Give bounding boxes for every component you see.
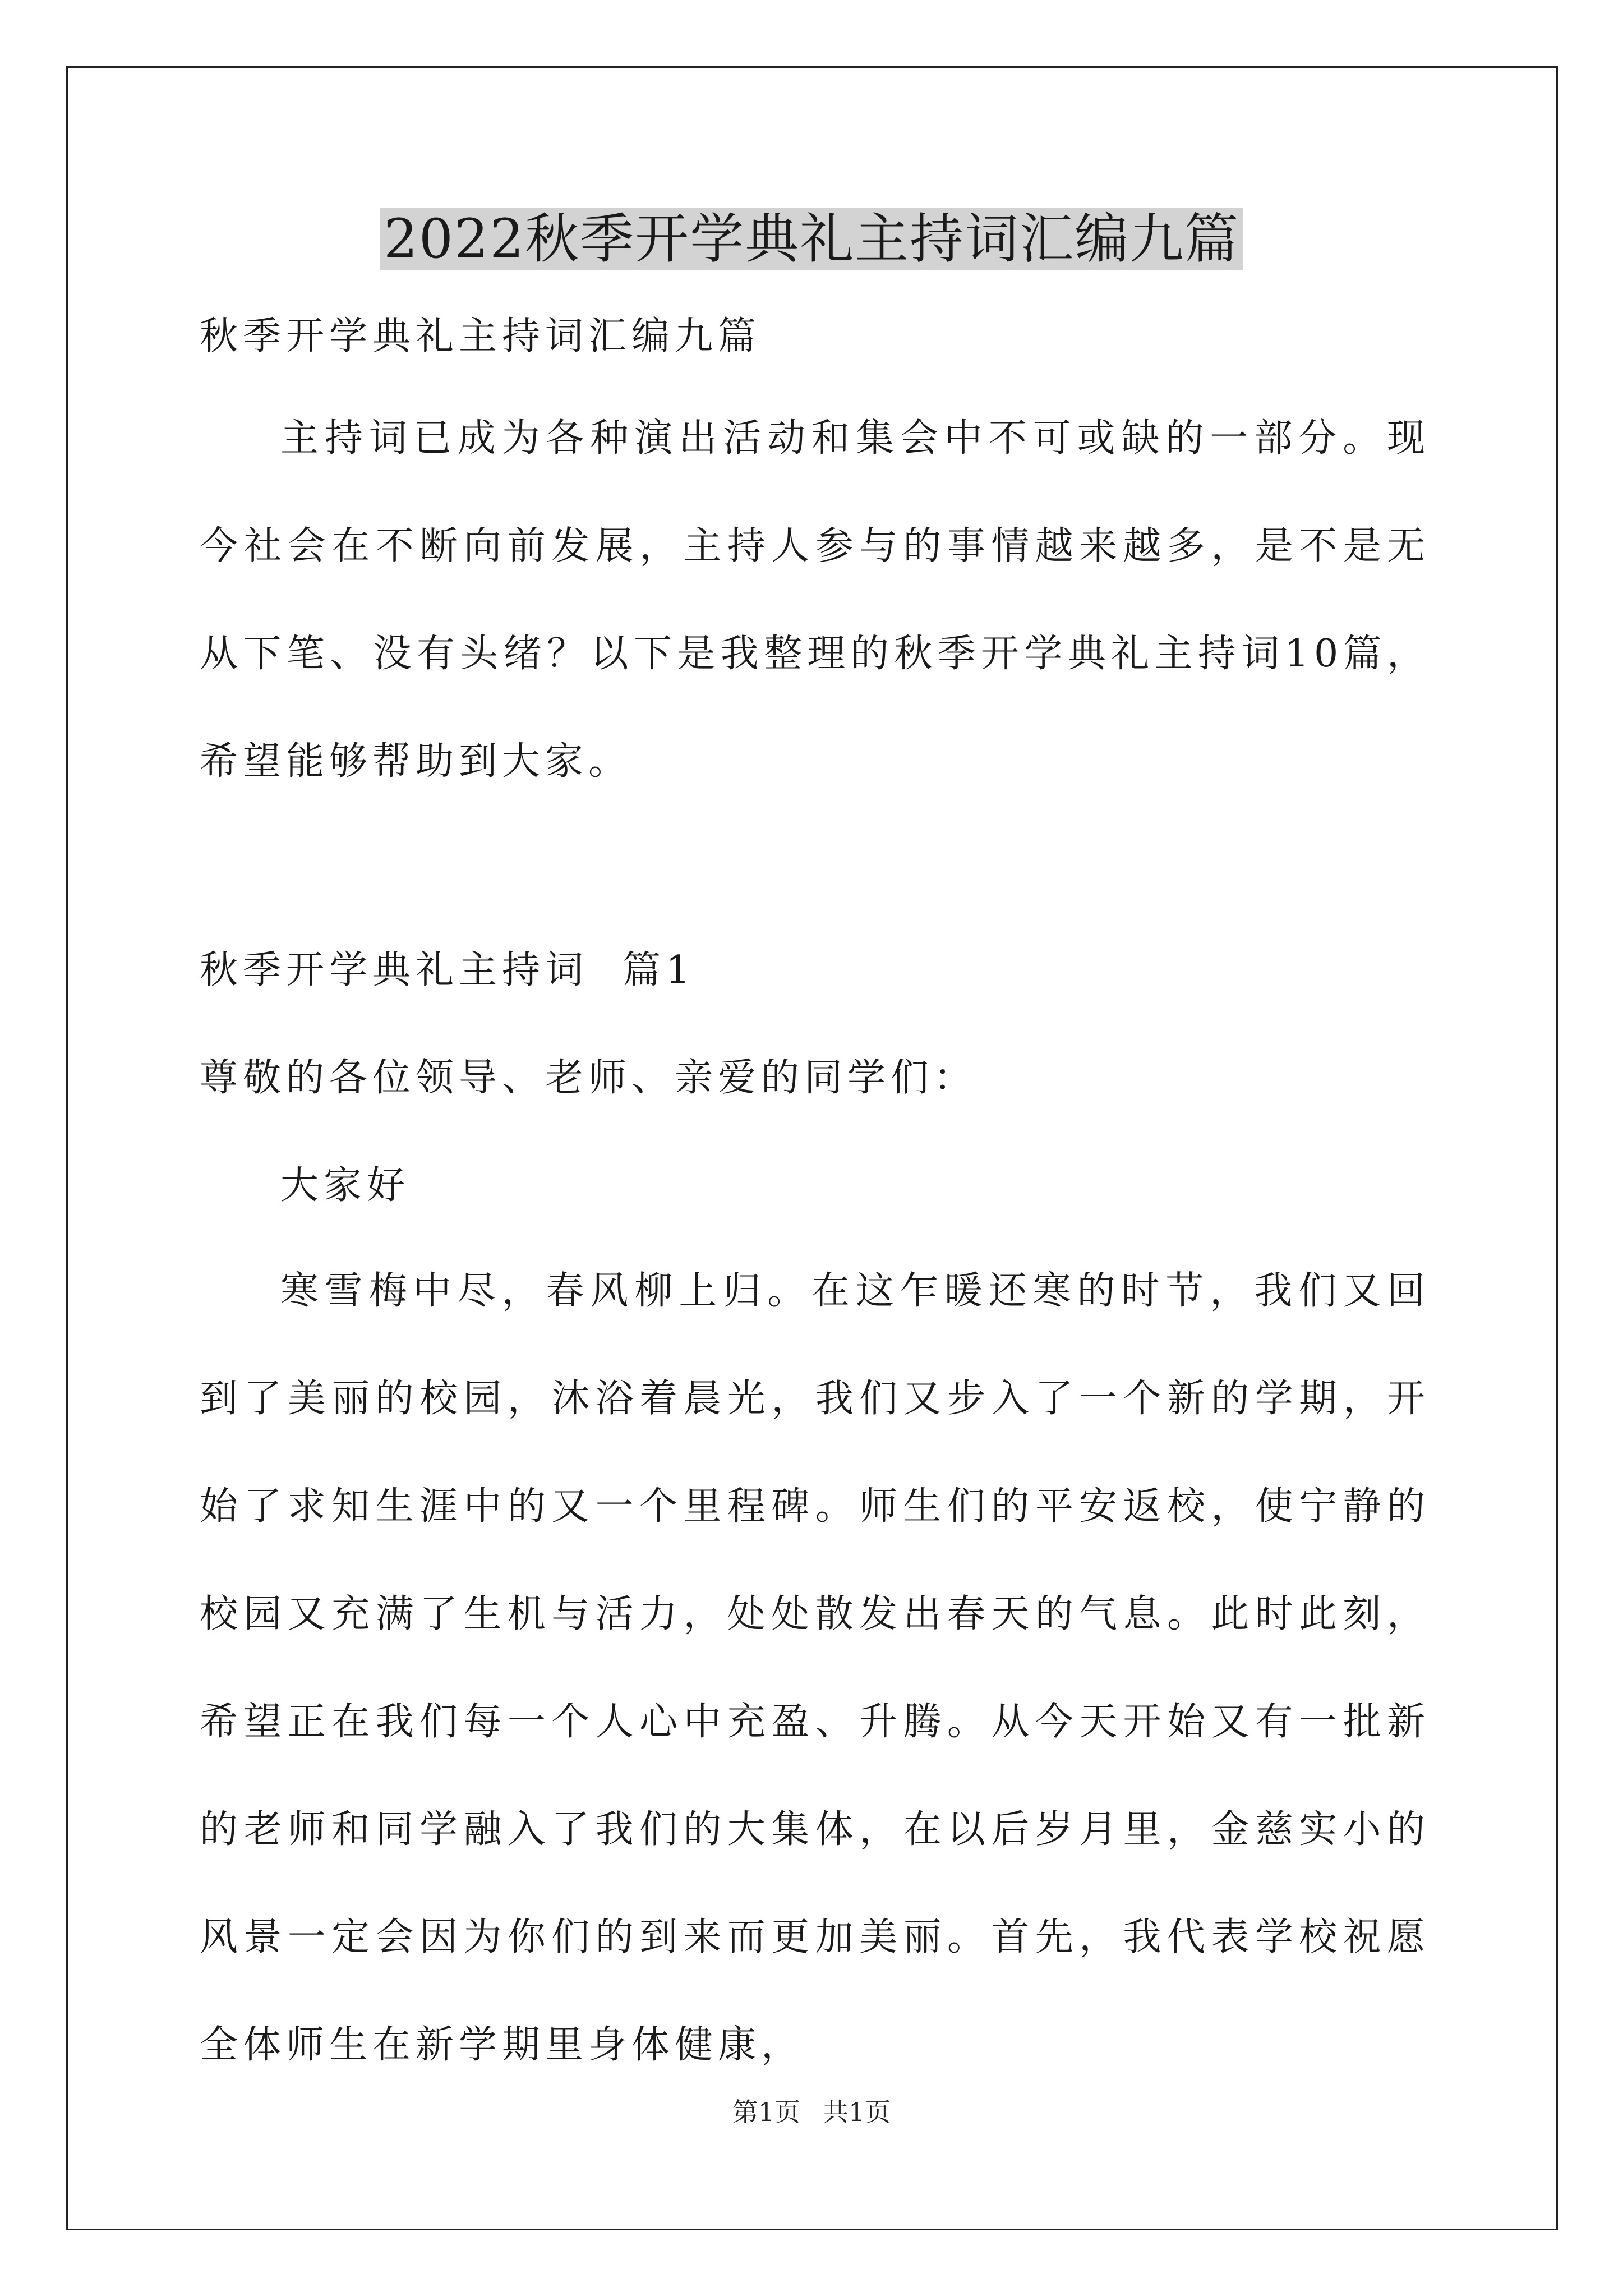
intro-paragraph: 主持词已成为各种演出活动和集会中不可或缺的一部分。现今社会在不断向前发展，主持人参与的事情越来越多，是不是无从下笔、没有头绪？以下是我整理的秋季开学典礼主持词10篇，希望能够帮助到大家。 <box>200 416 1430 784</box>
page-footer <box>0 2095 1623 2129</box>
document-title: 2022秋季开学典礼主持词汇编九篇 <box>0 200 1623 278</box>
page-number-total: 共1页 <box>823 2097 891 2127</box>
body-paragraph: 寒雪梅中尽，春风柳上归。在这乍暖还寒的时节，我们又回到了美丽的校园，沐浴着晨光，我们又步入了一个新的学期，开始了求知生涯中的又一个里程碑。师生们的平安返校，使宁静的校园又充满了生机与活力，处处散发出春天的气息。此时此刻，希望正在我们每一个人心中充盈、升腾。从今天开始又有一批新的老师和同学融入了我们的大集体，在以后岁月里，金慈实小的风景一定会因为你们的到来而更加美丽。首先，我代表学校祝愿全体师生在新学期里身体健康， <box>200 1269 1430 2067</box>
document-subtitle: 秋季开学典礼主持词汇编九篇 <box>200 314 762 358</box>
greeting: 大家好 <box>280 1163 411 1208</box>
page-number-current: 第1页 <box>732 2097 800 2127</box>
document-body <box>200 309 1430 2099</box>
section-heading: 秋季开学典礼主持词 篇1 <box>200 948 695 992</box>
salutation: 尊敬的各位领导、老师、亲爱的同学们： <box>200 1056 978 1100</box>
